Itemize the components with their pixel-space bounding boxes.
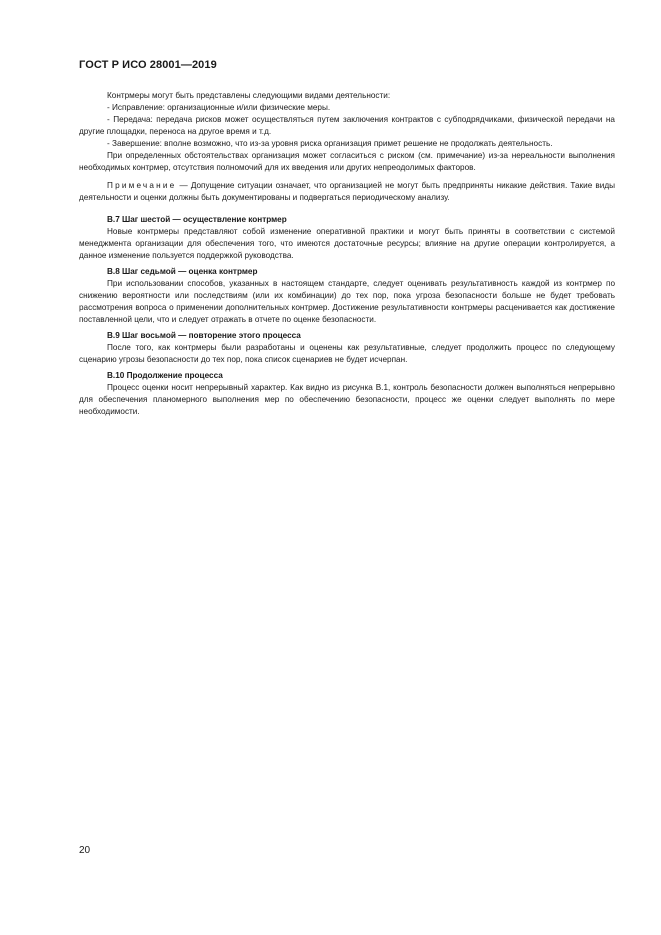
section-b10-text: Процесс оценки носит непрерывный характер. Как видно из рисунка В.1, контроль безопасности должен выполняться непрерывно для обеспечения планомерного выполнения мер по обеспечению безопасности, процесс же оценки следует выполнять по мере необходимости. [79,383,615,416]
intro-lead: Контрмеры могут быть представлены следующими видами деятельности: [107,91,391,100]
section-b7-text: Новые контрмеры представляют собой изменение оперативной практики и могут быть приняты в соответствии с системой менеджмента организации для обеспечения того, что имеются достаточные ресурсы; влияние на другие операции контролируется, а данное изменение пользуется поддержкой руководства. [79,227,615,260]
section-b7-heading: В.7 Шаг шестой — осуществление контрмер [107,215,287,224]
intro-item-transfer: - Передача: передача рисков может осуществляться путем заключения контрактов с субподрядчиками, физической передачи на другие площадки, переноса на другое время и т.д. [79,115,615,136]
section-b9-heading: В.9 Шаг восьмой — повторение этого процесса [107,331,301,340]
section-b9-text: После того, как контрмеры были разработаны и оценены как результативные, следует продолжить процесс по следующему сценарию угрозы безопасности до тех пор, пока список сценариев не будет исчерпан. [79,343,615,364]
section-b8-text: При использовании способов, указанных в настоящем стандарте, следует оценивать результативность каждой из контрмер по снижению вероятности или последствиям (или их комбинации) до тех пор, пока угроза безопасности больше не будет требовать рассмотрения вопроса о применении дополнительных контрмер. Достижение результативности контрмеры расценивается как достижение поставленной цели, что и следует отражать в отчете по оценке безопасности. [79,279,615,324]
document-body [79,90,615,418]
note-text: — Допущение ситуации означает, что организацией не могут быть предприняты никакие действия. Такие виды деятельности и оценки должны быть документированы и подвергаться периодическому анализу. [79,181,615,202]
intro-item-termination: - Завершение: вполне возможно, что из-за уровня риска организация примет решение не продолжать деятельность. [107,139,553,148]
section-b10-heading: В.10 Продолжение процесса [107,371,223,380]
note-label: Примечание [107,181,177,190]
page-number: 20 [79,845,91,856]
intro-item-correction: - Исправление: организационные и/или физические меры. [107,103,331,112]
intro-paragraph: При определенных обстоятельствах организация может согласиться с риском (см. примечание) из-за нереальности выполнения необходимых контрмер, отсутствия полномочий для их введения или других непреодолимых факторов. [79,151,615,172]
note-paragraph [79,180,615,204]
document-header: ГОСТ Р ИСО 28001—2019 [79,59,217,71]
section-b8-heading: В.8 Шаг седьмой — оценка контрмер [107,267,258,276]
